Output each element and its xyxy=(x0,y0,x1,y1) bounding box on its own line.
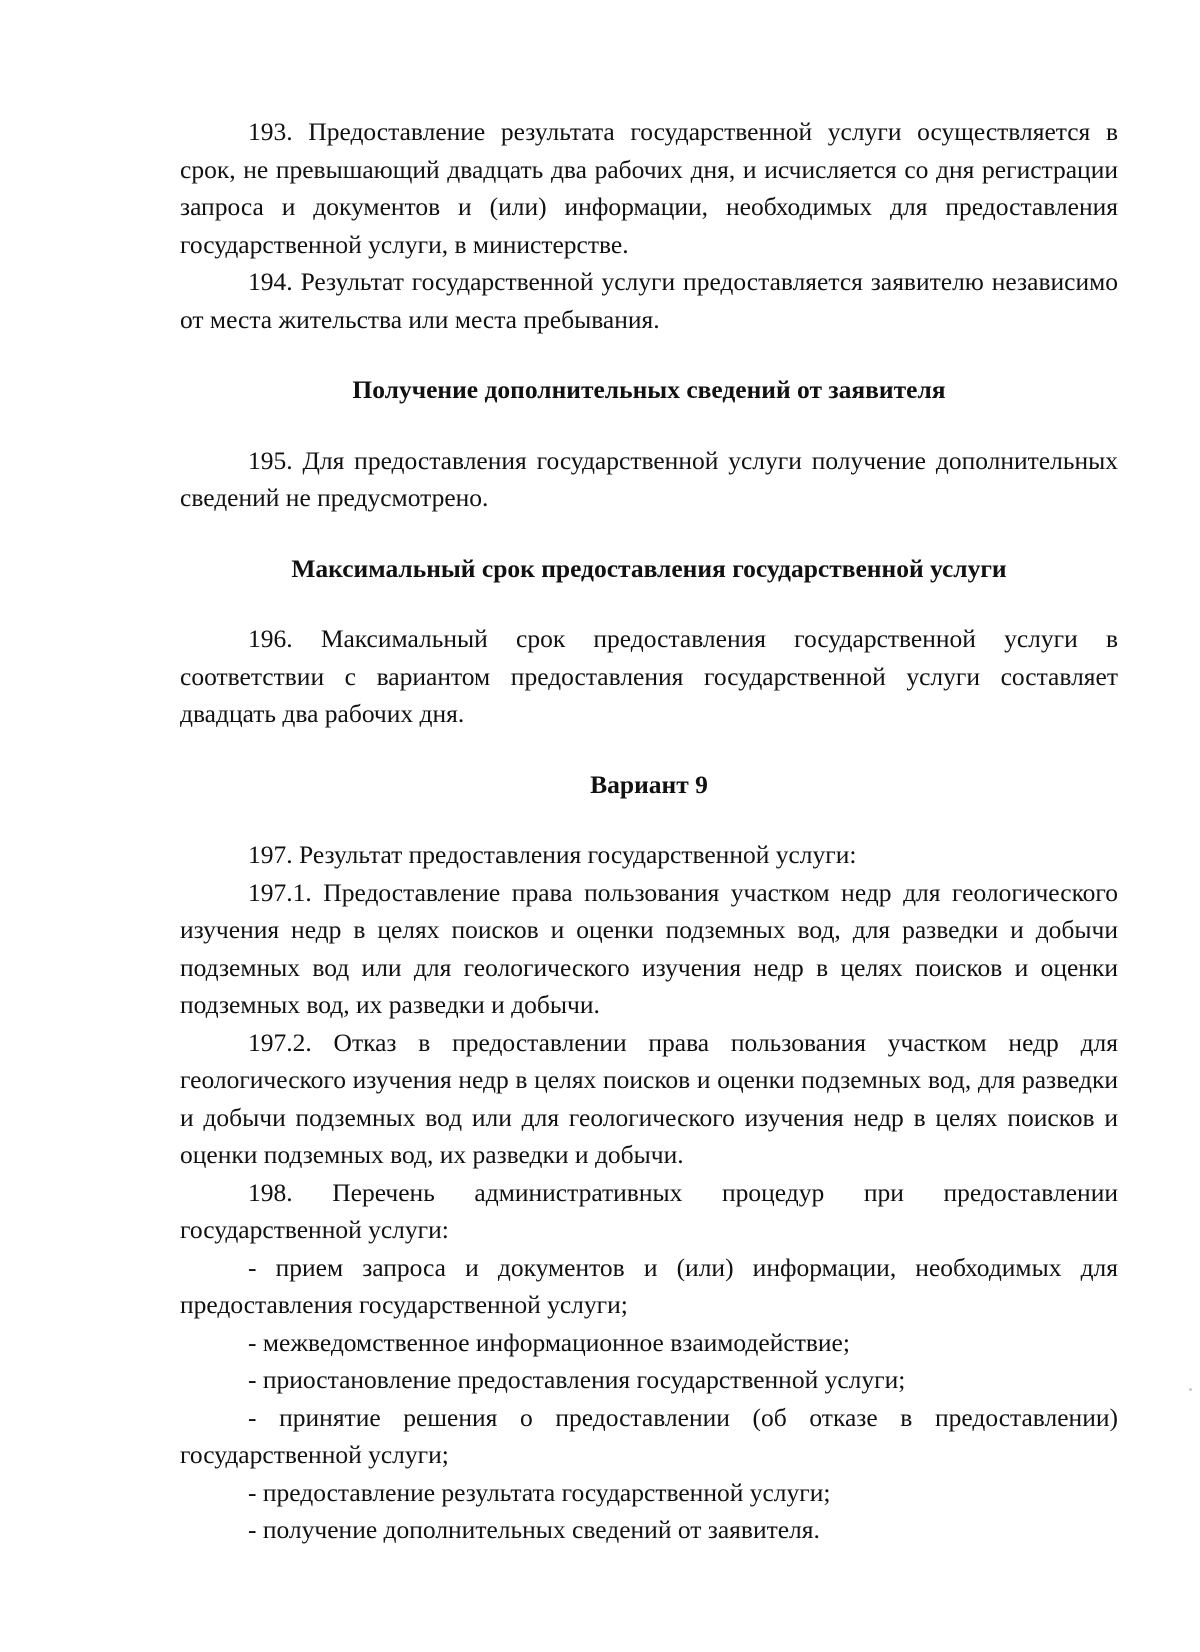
paragraph-195: 195. Для предоставления государственной услуги получение дополнительных сведений не предусмотрено. xyxy=(180,445,1118,512)
paragraph-193: 193. Предоставление результата государственной услуги осуществляется в срок, не превышающий двадцать два рабочих дня, и исчисляется со дня регистрации запроса и документов и (или) информации, необходимых для предоставления государственной услуги, в министерстве. xyxy=(180,117,1118,259)
procedure-item: - предоставление результата государственной услуги; xyxy=(248,1477,831,1507)
paragraph-198: 198. Перечень административных процедур при предоставлении государственной услуги: xyxy=(180,1177,1118,1244)
procedure-item: - прием запроса и документов и (или) информации, необходимых для предоставления государственной услуги; xyxy=(180,1252,1118,1319)
paragraph-194: 194. Результат государственной услуги предоставляется заявителю независимо от места жительства или места пребывания. xyxy=(180,267,1118,334)
procedure-item: - приостановление предоставления государственной услуги; xyxy=(248,1365,906,1394)
paragraph-197-1: 197.1. Предоставление права пользования участком недр для геологического изучения недр в целях поисков и оценки подземных вод, для разведки и добычи подземных вод или для геологического изучения недр в целях поисков и оценки подземных вод, их разведки и добычи. xyxy=(180,877,1118,1019)
procedure-item: - получение дополнительных сведений от заявителя. xyxy=(248,1515,820,1544)
paragraph-197: 197. Результат предоставления государственной услуги: xyxy=(248,840,857,869)
section-heading-max-term: Максимальный срок предоставления государственной услуги xyxy=(291,553,1007,583)
scan-dot xyxy=(1189,1388,1192,1391)
procedure-item: - межведомственное информационное взаимодействие; xyxy=(248,1327,850,1357)
document-body xyxy=(180,113,1118,1549)
paragraph-197-2: 197.2. Отказ в предоставлении права пользования участком недр для геологического изучения недр в целях поисков и оценки подземных вод, для разведки и добычи подземных вод или для геологического изучения недр в целях поисков и оценки подземных вод, их разведки и добычи. xyxy=(180,1027,1118,1169)
section-heading-additional-info: Получение дополнительных сведений от заявителя xyxy=(352,375,946,404)
paragraph-196: 196. Максимальный срок предоставления государственной услуги в соответствии с вариантом предоставления государственной услуги составляет двадцать два рабочих дня. xyxy=(180,624,1118,728)
procedure-item: - принятие решения о предоставлении (об отказе в предоставлении) государственной услуги; xyxy=(180,1402,1118,1469)
section-heading-variant: Вариант 9 xyxy=(590,769,708,799)
